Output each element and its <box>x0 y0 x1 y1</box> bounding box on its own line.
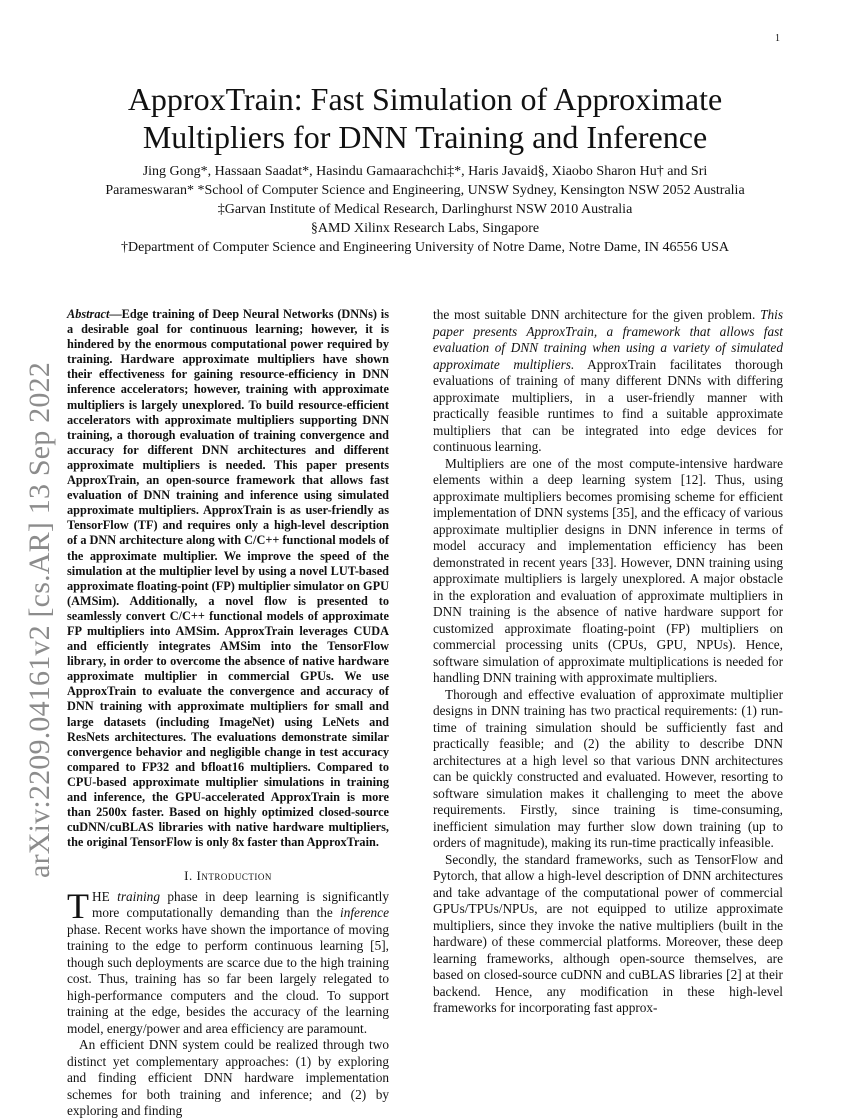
right-column <box>433 307 783 1017</box>
author-line-4: §AMD Xilinx Research Labs, Singapore <box>310 221 540 236</box>
author-line-3: ‡Garvan Institute of Medical Research, Darlinghurst NSW 2010 Australia <box>217 202 633 217</box>
intro-emphasis: inference <box>340 905 389 921</box>
author-line-1: Jing Gong*, Hassaan Saadat*, Hasindu Gamaarachchi‡*, Haris Javaid§, Xiaobo Sharon Hu† and Sri <box>142 164 708 179</box>
intro-text: HE <box>92 888 118 904</box>
abstract <box>67 307 389 850</box>
right-paragraph-2: Multipliers are one of the most compute-intensive hardware elements within a deep learning system [12]. Thus, using approximate multipliers becomes promising scheme for efficient implementation of DNN systems [35], and the efficacy of various approximate multiplier designs in DNN inference in terms of model accuracy and implementation efficiency has been demonstrated in recent years [33]. However, DNN training using approximate multipliers is largely unexplored. A major obstacle in the exploration and evaluation of approximate multipliers in DNN training is the absence of native hardware support for customized approximate floating-point (FP) multipliers on commercial processing units (CPUs, GPU, NPUs). Hence, software simulation of approximate multiplications is needed for handling DNN training with approximate multipliers. <box>433 455 783 685</box>
right-paragraph-1 <box>433 307 783 456</box>
section-number: I. <box>184 868 193 884</box>
body-text: ApproxTrain facilitates thorough evaluations of training of many different DNNs with differing approximate multipliers, in a user-friendly manner with practically feasible runtimes to find a suitable approximate multipliers that can be integrated into edge devices for continuous learning. <box>433 356 783 454</box>
intro-paragraph-2: An efficient DNN system could be realized through two distinct yet complementary approaches: (1) by exploring and finding efficient DNN hardware implementation schemes for both training and inference; and (2) by exploring and finding <box>67 1037 389 1119</box>
intro-text: phase in deep learning is significantly more computationally demanding than the <box>92 888 389 921</box>
left-column <box>67 307 389 1120</box>
abstract-text: —Edge training of Deep Neural Networks (DNNs) is a desirable goal for continuous learning; however, it is hindered by the enormous computational power required by training. Hardware approximate multipliers have shown their effectiveness for gaining resource-efficiency in DNN inference accelerators; however, training with approximate multipliers is largely unexplored. To build resource-efficient accelerators with approximate multipliers supporting DNN training, a thorough evaluation of training convergence and accuracy for different DNN architectures and different approximate multipliers is needed. This paper presents ApproxTrain, an open-source framework that allows fast evaluation of DNN training and inference using simulated approximate multipliers. ApproxTrain is as user-friendly as TensorFlow (TF) and requires only a high-level description of a DNN architecture along with C/C++ functional models of the approximate multiplier. We improve the speed of the simulation at the multiplier level by using a novel LUT-based approximate floating-point (FP) multiplier simulator on GPU (AMSim). Additionally, a novel flow is presented to seamlessly convert C/C++ functional models of approximate FP multipliers into AMSim. ApproxTrain leverages CUDA and efficiently integrates AMSim into the TensorFlow library, in order to overcome the absence of native hardware approximate multiplier in commercial GPUs. We use ApproxTrain to evaluate the convergence and accuracy of DNN training with approximate multipliers for small and large datasets (including ImageNet) using LeNets and ResNets architectures. The evaluations demonstrate similar convergence behavior and negligible change in test accuracy compared to FP32 and bfloat16 multipliers. Compared to CPU-based approximate multiplier simulations in training and inference, the GPU-accelerated ApproxTrain is more than 2500x faster. Based on highly optimized closed-source cuDNN/cuBLAS libraries with native hardware multipliers, the original TensorFlow is only 8x faster than ApproxTrain. <box>67 307 389 850</box>
abstract-label: Abstract <box>67 307 110 321</box>
intro-paragraph-1 <box>67 885 389 1038</box>
author-line-5: †Department of Computer Science and Engineering University of Notre Dame, Notre Dame, IN 46556 USA <box>120 240 730 255</box>
page-number: 1 <box>775 33 780 44</box>
intro-text: phase. Recent works have shown the importance of moving training to the edge to perform continuous learning [5], though such deployments are scarce due to the high training cost. Thus, training has so far been largely relegated to high-performance computers and the cloud. To support training at the edge, besides the accuracy of the learning model, energy/power and area efficiency are paramount. <box>67 921 389 1036</box>
section-title: Introduction <box>196 868 272 884</box>
author-block <box>60 162 790 257</box>
section-heading-introduction <box>67 868 389 885</box>
paper-title: ApproxTrain: Fast Simulation of Approximate Multipliers for DNN Training and Inference <box>127 81 723 155</box>
author-line-2: Parameswaran* *School of Computer Science and Engineering, UNSW Sydney, Kensington NSW 2052 Australia <box>105 183 745 198</box>
body-text: the most suitable DNN architecture for the given problem. <box>433 307 761 322</box>
body-emphasis: This paper presents ApproxTrain, a framework that allows fast evaluation of DNN training when using a variety of simulated approximate multipliers. <box>433 307 783 372</box>
arxiv-stamp[interactable]: arXiv:2209.04161v2 [cs.AR] 13 Sep 2022 <box>23 362 56 878</box>
right-paragraph-3: Thorough and effective evaluation of approximate multiplier designs in DNN training has two practical requirements: (1) run-time of training simulation should be sufficiently fast and practically feasible; and (2) the ability to describe DNN architectures at a high level so that various DNN architectures can be quickly constructed and evaluated. However, resorting to software simulation makes it challenging to meet the above requirements. Firstly, since training is time-consuming, inefficient simulation may further slow down training (up to orders of magnitude), making its run-time practically infeasible. <box>433 686 783 850</box>
right-paragraph-4: Secondly, the standard frameworks, such as TensorFlow and Pytorch, that allow a high-level description of DNN architectures and take advantage of the computational power of commercial GPUs/TPUs/NPUs, are not equipped to utilize approximate multipliers, since they invoke the native multipliers (built in the hardware) of these commercial platforms. Moreover, these deep learning frameworks, although open-source themselves, are based on closed-source cuDNN and cuBLAS libraries [2] at their backend. Hence, any modification in these high-level frameworks for incorporating fast approx- <box>433 851 783 1015</box>
drop-cap: T <box>67 885 89 926</box>
intro-emphasis: training <box>117 888 160 904</box>
